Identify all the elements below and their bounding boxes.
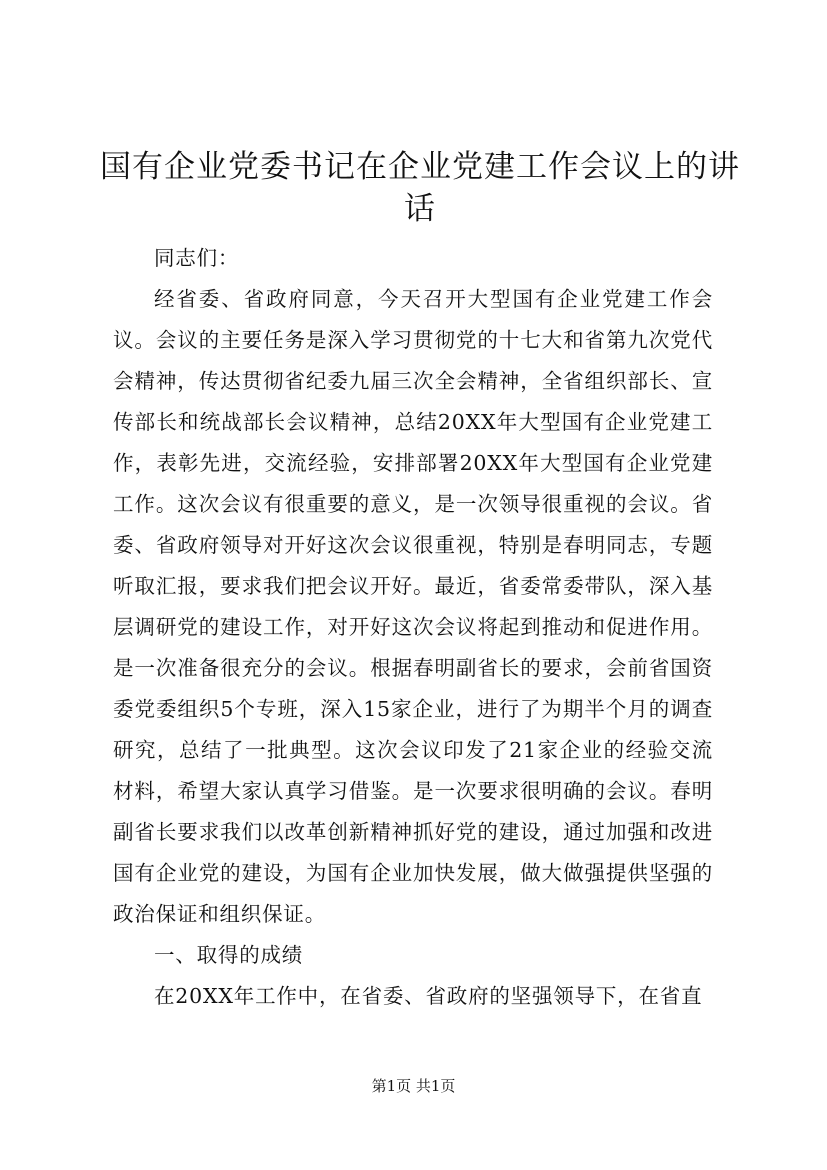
body-paragraph-continued: 在20XX年工作中，在省委、省政府的坚强领导下，在省直 — [154, 984, 703, 1008]
document-body — [113, 238, 713, 1017]
salutation: 同志们： — [154, 246, 240, 270]
section-heading: 一、取得的成绩 — [154, 943, 304, 967]
page-footer: 第1页 共1页 — [371, 1077, 456, 1095]
document-title: 国有企业党委书记在企业党建工作会议上的讲话 — [100, 149, 740, 227]
body-paragraph: 经省委、省政府同意，今天召开大型国有企业党建工作会议。会议的主要任务是深入学习贯彻党的十七大和省第九次党代会精神，传达贯彻省纪委九届三次全会精神，全省组织部长、宣传部长和统战部长会议精神，总结20XX年大型国有企业党建工作，表彰先进，交流经验，安排部署20XX年大型国有企业党建工作。这次会议有很重要的意义，是一次领导很重视的会议。省委、省政府领导对开好这次会议很重视，特别是春明同志，专题听取汇报，要求我们把会议开好。最近，省委常委带队，深入基层调研党的建设工作，对开好这次会议将起到推动和促进作用。是一次准备很充分的会议。根据春明副省长的要求，会前省国资委党委组织5个专班，深入15家企业，进行了为期半个月的调查研究，总结了一批典型。这次会议印发了21家企业的经验交流材料，希望大家认真学习借鉴。是一次要求很明确的会议。春明副省长要求我们以改革创新精神抓好党的建设，通过加强和改进国有企业党的建设，为国有企业加快发展，做大做强提供坚强的政治保证和组织保证。 — [113, 287, 713, 926]
